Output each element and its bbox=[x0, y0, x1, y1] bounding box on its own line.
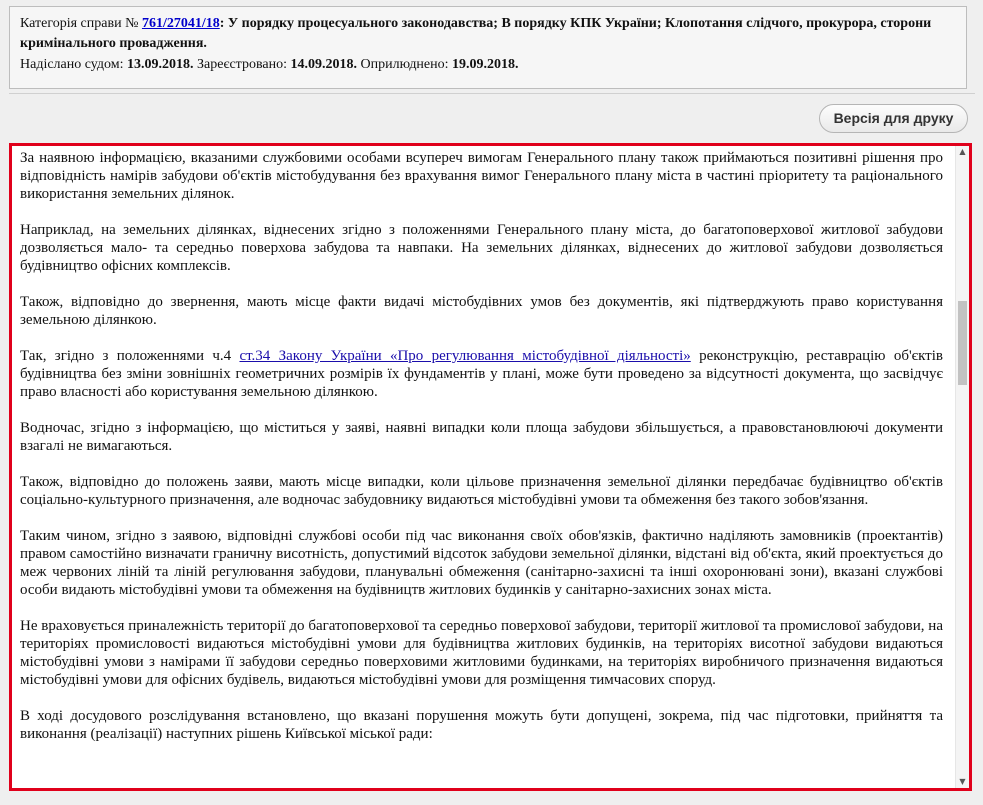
document-paragraph: Наприклад, на земельних ділянках, віднесених згідно з положеннями Генерального плану міста, до багатоповерхової житлової забудови дозволяється мало- та середньо поверхова забудова та навпаки. На земельних ділянках, віднесених до житлової забудови дозволяється будівництво офісних комплексів. bbox=[20, 222, 943, 274]
document-paragraph bbox=[20, 347, 943, 401]
category-text: : У порядку процесуального законодавства; В порядку КПК України; Клопотання слідчого, прокурора, сторони кримінального провадження. bbox=[20, 16, 932, 51]
print-version-button[interactable]: Версія для друку bbox=[819, 104, 968, 133]
case-category-line bbox=[20, 14, 956, 54]
scroll-up-icon[interactable]: ▲ bbox=[959, 147, 966, 156]
document-paragraph: За наявною інформацією, вказаними службовими особами всупереч вимогам Генерального плану також приймаються позитивні рішення про відповідність намірів забудови об'єктів містобудування без врахування вимог Генерального плану міста в частині пріоритету та раціонального використання земельних ділянок. bbox=[20, 150, 943, 202]
case-info-panel bbox=[9, 6, 967, 89]
category-prefix: Категорія справи № bbox=[20, 16, 142, 31]
case-number-link[interactable]: 761/27041/18 bbox=[141, 16, 220, 31]
sent-label: Надіслано судом: bbox=[20, 57, 127, 72]
sent-date: 13.09.2018. bbox=[127, 57, 194, 72]
section-divider bbox=[9, 93, 975, 94]
document-paragraph: В ході досудового розслідування встановлено, що вказані порушення можуть бути допущені, зокрема, під час підготовки, прийняття та виконання (реалізації) наступних рішень Київської міської ради: bbox=[20, 708, 943, 742]
scroll-down-icon[interactable]: ▼ bbox=[959, 777, 966, 786]
vertical-scrollbar[interactable] bbox=[955, 146, 969, 788]
document-paragraph: Також, відповідно до звернення, мають місце факти видачі містобудівних умов без документів, які підтверджують право користування земельною ділянкою. bbox=[20, 294, 943, 328]
document-paragraph: Не враховується приналежність території до багатоповерхової та середньо поверхової забудови, території житлової та промислової забудови, на територіях промисловості видаються містобудівні умови для будівництва житлових будинків, на територіях висотної забудови видаються містобудівні умови з намірами її забудови середньо поверховими житловими будинками, на територіях виробничого призначення видаються містобудівні умови для офісних будівель, видаються містобудівні умови для розміщення тимчасових споруд. bbox=[20, 618, 943, 688]
published-date: 19.09.2018. bbox=[452, 57, 519, 72]
document-paragraph: Таким чином, згідно з заявою, відповідні службові особи під час виконання своїх обов'язків, фактично наділяють замовників (проектантів) правом самостійно визначати граничну висотність, допустимий відсоток забудови земельної ділянки, відстані від об'єкта, який проектується до меж червоних ліній та ліній регулювання забудови, планувальні обмеження (санітарно-захисні та інші охоронювані зони), вказані службові особи видають містобудівні умови та обмеження на будівництв житлових будинків у санітарно-захисних зонах міста. bbox=[20, 528, 943, 598]
document-text-frame[interactable] bbox=[9, 143, 972, 791]
paragraph-text: реконструкцію, реставрацію об'єктів будівництва без зміни зовнішніх геометричних розмірів їх фундаментів у плані, може бути проведено за відсутності документа, що засвідчує право власності або користування земельною ділянкою. bbox=[20, 348, 943, 400]
document-paragraph: Також, відповідно до положень заяви, мають місце випадки, коли цільове призначення земельної ділянки передбачає будівництво об'єктів соціально-культурного призначення, але водночас забудовнику видаються містобудівні умови та обмеження без такого зобов'язання. bbox=[20, 474, 943, 508]
paragraph-text: Так, згідно з положеннями ч.4 bbox=[20, 348, 240, 364]
scrollbar-thumb[interactable] bbox=[958, 301, 967, 385]
registered-label: Зареєстровано: bbox=[193, 57, 291, 72]
law-article-link[interactable]: ст.34 Закону України «Про регулювання містобудівної діяльності» bbox=[239, 348, 691, 364]
document-paragraph: Водночас, згідно з інформацією, що міститься у заяві, наявні випадки коли площа забудови збільшується, а правовстановлюючі документи взагалі не вимагаються. bbox=[20, 420, 943, 454]
published-label: Оприлюднено: bbox=[356, 57, 453, 72]
case-dates-line bbox=[20, 55, 956, 75]
document-body bbox=[20, 149, 943, 761]
registered-date: 14.09.2018. bbox=[290, 57, 357, 72]
